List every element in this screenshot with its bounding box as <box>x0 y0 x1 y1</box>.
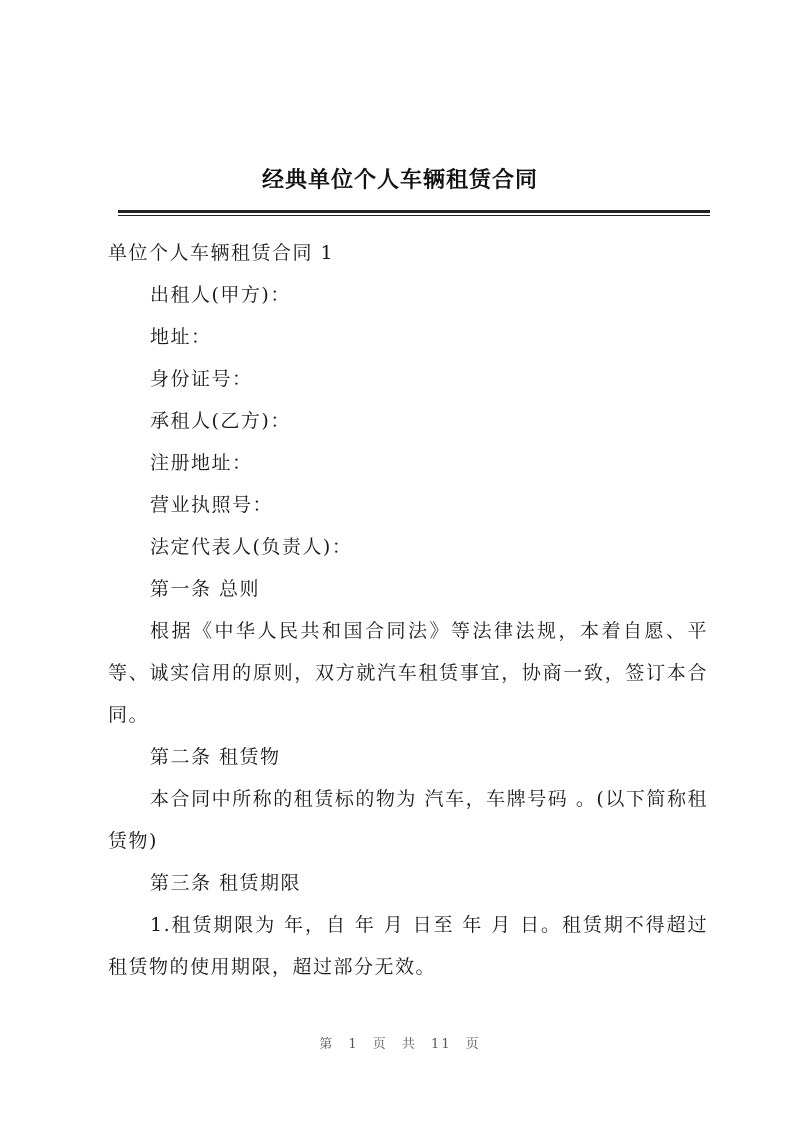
title-divider-thick <box>118 210 710 213</box>
contract-heading: 单位个人车辆租赁合同 1 <box>108 242 335 264</box>
id-number-line: 身份证号： <box>150 368 253 390</box>
lessee-line: 承租人(乙方)： <box>150 410 291 432</box>
article-1-body: 根据《中华人民共和国合同法》等法律法规，本着自愿、平等、诚实信用的原则，双方就汽车租赁事宜，协商一致，签订本合同。 <box>108 620 708 726</box>
document-title: 经典单位个人车辆租赁合同 <box>261 168 538 193</box>
article-2-body: 本合同中所称的租赁标的物为 汽车，车牌号码 。(以下简称租赁物) <box>108 788 708 852</box>
business-license-line: 营业执照号： <box>150 494 274 516</box>
page-number: 第 1 页 共 11 页 <box>319 1037 481 1052</box>
article-2-heading: 第二条 租赁物 <box>150 746 281 768</box>
title-divider-thin <box>118 215 710 216</box>
legal-representative-line: 法定代表人(负责人)： <box>150 536 353 558</box>
article-3-body: 1.租赁期限为 年，自 年 月 日至 年 月 日。租赁期不得超过租赁物的使用期限，超过部分无效。 <box>108 914 708 978</box>
document-body <box>108 232 708 988</box>
registered-address-line: 注册地址： <box>150 452 253 474</box>
lessor-line: 出租人(甲方)： <box>150 284 291 306</box>
article-3-heading: 第三条 租赁期限 <box>150 872 302 894</box>
article-1-heading: 第一条 总则 <box>150 578 261 600</box>
address-line: 地址： <box>150 326 212 348</box>
